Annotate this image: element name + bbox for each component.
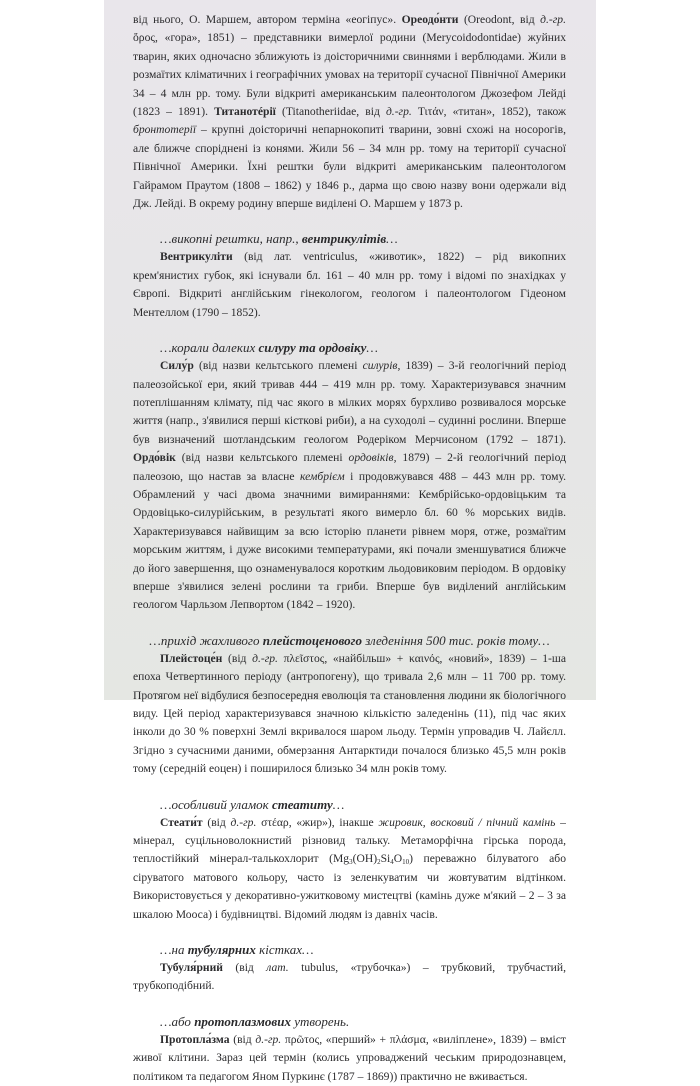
term-pleistocene: Плейстоце́н [160, 651, 223, 665]
section-heading-tubular: …на тубулярних кістках… [160, 942, 314, 958]
section-heading-protoplasm: …або протоплазмових утворень. [160, 1013, 350, 1029]
paragraph-oreodonts-titanotheres: від нього, О. Маршем, автором терміна «еогіпус». Ореодо́нти (Oreodont, від д.-гр. ὄρος, «гора», 1851) – представники вимерлої родини (Merycoidodontidae) жуйних тварин, яких одночасно зближують із доісторичними свиннями і верблюдами. Жили в розмаїтих кліматичних і географічних умовах на території сучасної Північної Америки 34 – 4 млн рр. тому. Були відкриті американським палеонтологом Джозефом Лейді (1823 – 1891). Титанотéрії (Titanotheriidae, від д.-гр. Τιτάν, «титан», 1852), також бронтотерії – крупні доісторичні непарнокопиті тварини, зовні схожі на носорогів, але ближче споріднені із конями. Жили 56 – 34 млн рр. тому на території сучасної Північної Америки. Їхні рештки були відкриті американським палеонтологом Гайрамом Праутом (1808 – 1862) у 1846 р., дарма що свою назву вони одержали від Дж. Лейді. В окрему родину вперше виділені О. Маршем у 1873 р. [133, 13, 566, 211]
term-oreodonts: Ореодо́нти [401, 13, 459, 26]
term-tubular: Тубуля́рний [160, 961, 223, 975]
paragraph-steatite: Стеати́т (від д.-гр. στέαρ, «жир»), інакше жировик, восковий / пічний камінь – мінерал, суцільноволокнистий різновид тальку. Метаморфічна гірська порода, теплостійкий мінерал-талькохлорит $(Mg_3(OH)_2Si_4O_{10})$ переважно білуватого або сіруватого матового кольору, часто із зеленкуватим чи жовтуватим відтінком. Використовується у декоративно-ужитковому мистецтві (камінь дуже м'який – 2 – 3 за шкалою Мооса) і будівництві. Відомий людям із давніх часів. [133, 815, 567, 921]
paragraph-silurian-ordovician: Силу́р (від назви кельтського племені силурів, 1839) – 3-й геологічний період палеозойської ери, який тривав 444 – 419 млн рр. тому. Характеризувався значним потеплішанням клімату, під час якого в мілких морях бурхливо розвивалося морське життя (напр., з'явилися перші кісткові риби), а на суходолі – судинні рослини. Вперше був визначений шотландським геологом Родеріком Мерчисоном (1792 – 1871). Ордо́вік (від назви кельтського племені ордовіків, 1879) – 2-й геологічний період палеозою, що настав за власне кембрієм і продовжувався 488 – 443 млн рр. тому. Обрамлений у часі двома значними вимираннями: Кембрійсько-ордовіцьким та Ордовіцько-силурійським, в результаті якого вимерло бл. 60 % морських видів. Характеризувався найвищим за всю історію планети рівнем моря, отже, розмаїтим морським життям, і дуже високими температурами, які почали зменшуватися ближче до його завершення, що ознаменувалося коротким льодовиковим періодом. В ордовіку вперше з'явилися зелені рослини та гриби. Вперше був виділений англійським геологом Чарльзом Лепвортом (1842 – 1920). [133, 359, 567, 612]
paragraph-ventriculites: Вентрикуліти (від лат. ventriculus, «животик», 1822) – рід викопних крем'янистих губок, які існували бл. 161 – 40 млн рр. тому і відомі по знахідках у Європі. Відкриті англійським гінекологом, геологом і палеонтологом Гідеоном Ментеллом (1790 – 1852). [133, 250, 566, 319]
paragraph-tubular: Тубуля́рний (від лат. tubulus, «трубочка») – трубковий, трубчастий, трубкоподібний. [133, 961, 566, 993]
book-page [104, 0, 596, 1083]
section-tubular [133, 941, 566, 996]
term-titanotheres: Титанотéрії [214, 105, 276, 119]
section-heading-ventriculites: …викопні рештки, напр., вентрикулітів… [160, 231, 398, 247]
paragraph-pleistocene: Плейстоце́н (від д.-гр. πλεῖστος, «найбільш» + καινός, «новий», 1839) – 1-ша епоха Четвертинного періоду (антропогену), що тривала 2,6 млн – 11 700 рр. тому. Протягом неї відбулися безпосередня еволюція та становлення людини як біологічного виду. Цей період характеризувався значною кількістю заледенінь (11), під час яких інколи до 30 % поверхні Землі вкривалося шаром льоду. Термін упровадив Ч. Лайєлл. Згідно з сучасними даними, обмерзання Антарктиди почалося близько 45,5 млн років тому (середній еоцен) і поширилося близько 34 млн років тому. [133, 651, 566, 776]
section-heading-pleistocene: …прихід жахливого плейстоценового зледеніння 500 тис. років тому… [149, 632, 550, 648]
section-ventriculites [133, 230, 566, 322]
term-silurian: Силу́р [160, 359, 194, 373]
section-heading-silurian-ordovician: …корали далеких силуру та ордовіку… [160, 340, 378, 356]
section-heading-steatite: …особливий уламок стеатиту… [160, 796, 345, 812]
term-ordovician: Ордо́вік [133, 451, 176, 465]
section-silurian-ordovician [133, 339, 566, 615]
section-steatite [133, 796, 566, 924]
section-protoplasm [133, 1013, 566, 1086]
section-pleistocene [133, 632, 566, 779]
term-protoplasm: Протопла́зма [160, 1032, 230, 1046]
section-oreodonts-titanotheres [133, 11, 566, 213]
paragraph-protoplasm: Протопла́зма (від д.-гр. πρῶτος, «перший» + πλάσμα, «виліплене», 1839) – вміст живої клітини. Зараз цей термін (колись упроваджений чеським природознавцем, політиком та педагогом Яном Пуркинє (1787 – 1869)) практично не вживається. [133, 1032, 566, 1083]
term-ventriculites: Вентрикуліти [160, 250, 233, 264]
term-steatite: Стеати́т [160, 815, 203, 829]
